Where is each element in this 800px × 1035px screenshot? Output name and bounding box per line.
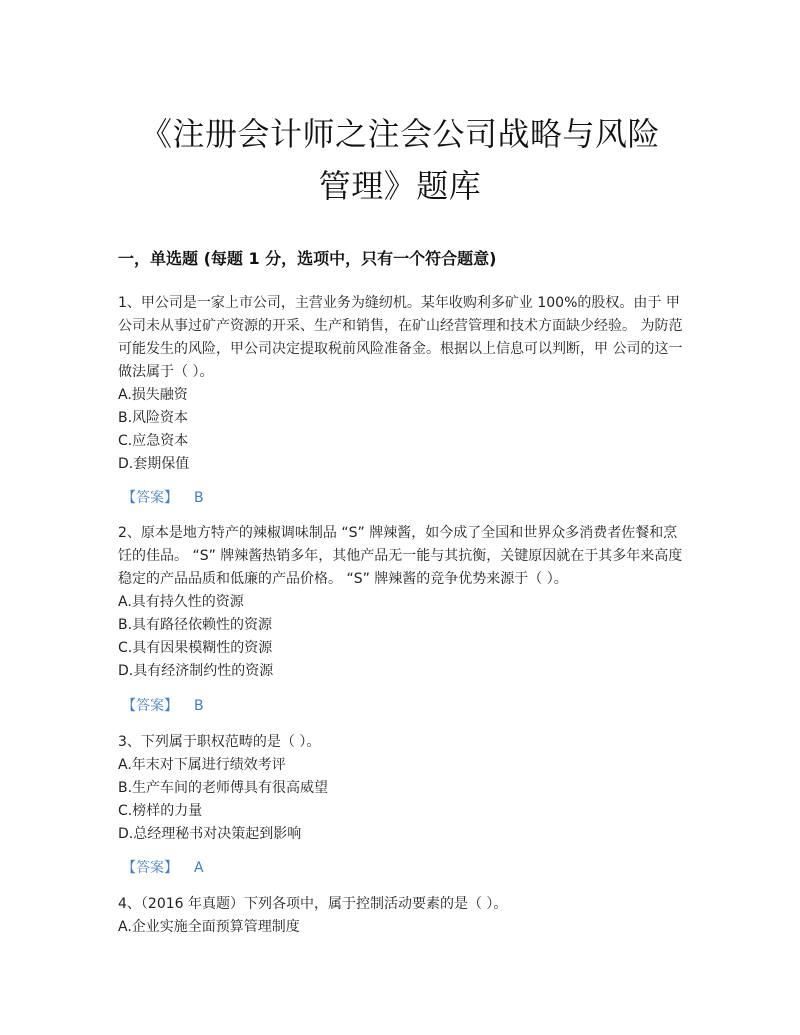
question-text: 3、下列属于职权范畴的是（ ）。	[118, 734, 321, 750]
question-text: 1、甲公司是一家上市公司，主营业务为缝纫机。某年收购利多矿业 100%的股权。由于 甲公司未从事过矿产资源的开采、生产和销售，在矿山经营管理和技术方面缺少经验。 为防范可能发生的风险，甲公司决定提取税前风险准备金。根据以上信息可以判断，甲 公司的这一做法属于（ ）。	[118, 295, 683, 380]
answer-label: 【答案】	[122, 698, 178, 714]
option-a: A.企业实施全面预算管理制度	[118, 919, 300, 935]
title-line-1: 《注册会计师之注会公司战略与风险	[139, 115, 660, 153]
section-heading: 一，单选题 (每题 1 分，选项中，只有一个符合题意)	[118, 249, 497, 268]
option-a: A.损失融资	[118, 387, 188, 403]
option-a: A.具有持久性的资源	[118, 594, 244, 610]
option-c: C.具有因果模糊性的资源	[118, 640, 273, 656]
question-3	[118, 731, 684, 846]
option-d: D.总经理秘书对决策起到影响	[118, 826, 302, 842]
option-b: B.具有路径依赖性的资源	[118, 617, 273, 633]
option-d: D.套期保值	[118, 456, 190, 472]
question-text: 2、原本是地方特产的辣椒调味制品 “S” 牌辣酱，如今成了全国和世界众多消费者佐餐和烹饪的佳品。 “S” 牌辣酱热销多年，其他产品无一能与其抗衡，关键原因就在于其多年来高度稳定的产品品质和低廉的产品价格。 “S” 牌辣酱的竞争优势来源于（ ）。	[118, 525, 683, 587]
answer-value: A	[194, 860, 204, 876]
option-c: C.应急资本	[118, 433, 189, 449]
question-4	[118, 893, 684, 939]
option-d: D.具有经济制约性的资源	[118, 663, 274, 679]
answer-value: B	[194, 490, 204, 506]
document-title	[100, 108, 700, 212]
answer-2	[122, 695, 204, 715]
answer-value: B	[194, 698, 204, 714]
question-1	[118, 292, 684, 476]
option-b: B.生产车间的老师傅具有很高威望	[118, 780, 329, 796]
answer-1	[122, 487, 204, 507]
answer-label: 【答案】	[122, 860, 178, 876]
answer-label: 【答案】	[122, 490, 178, 506]
question-2	[118, 522, 684, 683]
option-b: B.风险资本	[118, 410, 189, 426]
option-a: A.年末对下属进行绩效考评	[118, 757, 286, 773]
option-c: C.榜样的力量	[118, 803, 203, 819]
answer-3	[122, 857, 204, 877]
question-text: 4、（2016 年真题）下列各项中，属于控制活动要素的是（ ）。	[118, 896, 508, 912]
title-line-2: 管理》题库	[318, 167, 482, 205]
